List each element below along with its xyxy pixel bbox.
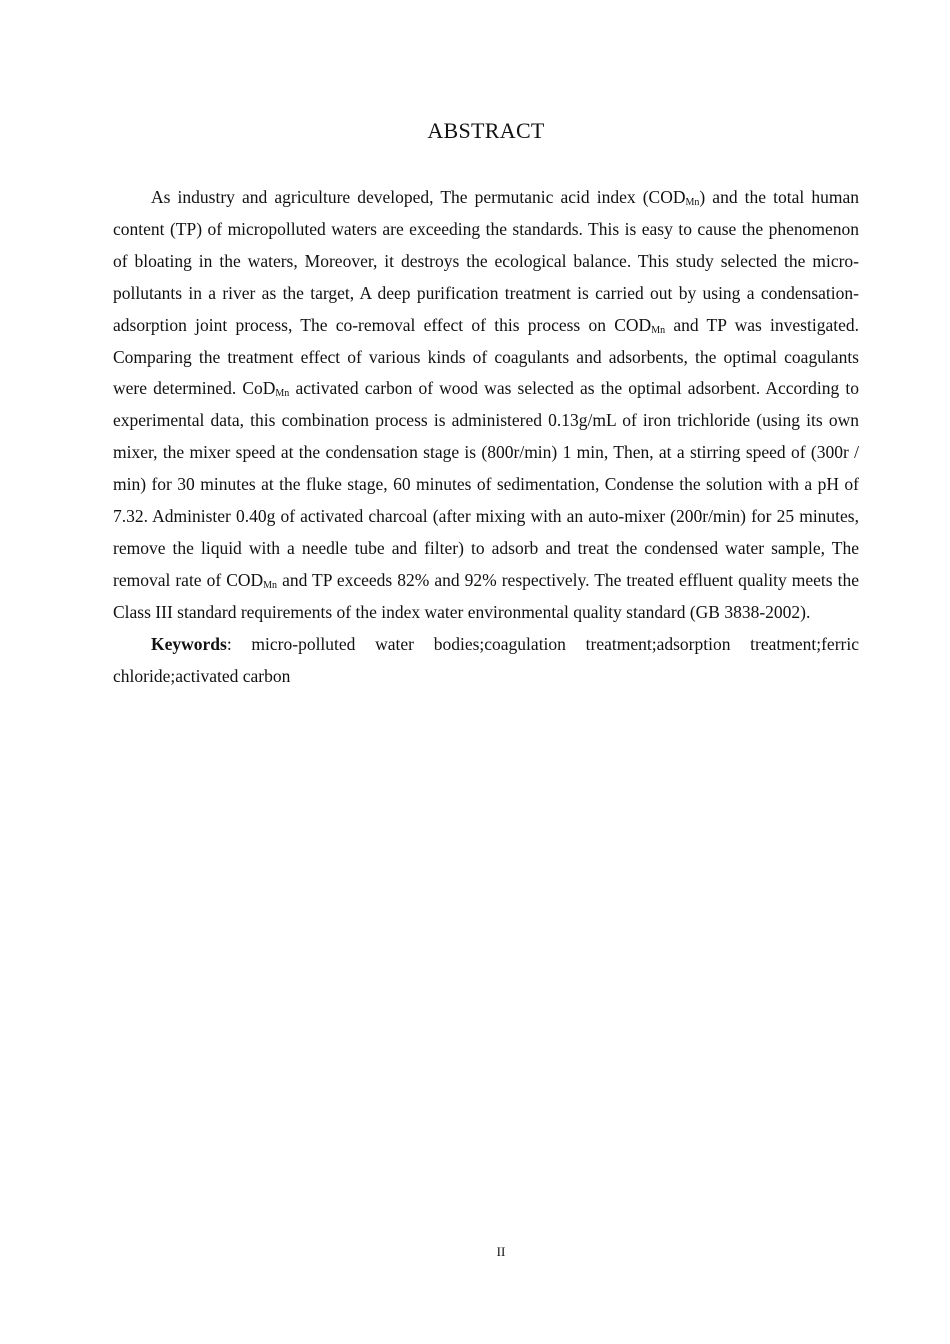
abstract-text-5: and TP exceeds 82% and 92% respectively. The treated effluent quality meets the Class III standard requirements of the index water environmental quality standard (GB 3838-2002).: [113, 569, 860, 622]
subscript-mn: Mn: [275, 388, 290, 400]
abstract-text-2: ) and the total human content (TP) of micropolluted waters are exceeding the standards. This is easy to cause the phenomenon of bloating in the waters, Moreover, it destroys the ecological balance. This study selected the micro-pollutants in a river as the target, A deep purification treatment is carried out by using a condensation-adsorption joint process, The co-removal effect of this process on COD: [113, 187, 859, 335]
abstract-title: ABSTRACT: [427, 118, 545, 143]
abstract-text-3: and TP was investigated. Comparing the treatment effect of various kinds of coagulants and adsorbents, the optimal coagulants were determined. CoD: [113, 314, 859, 399]
keywords-paragraph: [113, 629, 859, 693]
abstract-text-4: activated carbon of wood was selected as the optimal adsorbent. According to experimental data, this combination process is administered 0.13g/mL of iron trichloride (using its own mixer, the mixer speed at the condensation stage is (800r/min) 1 min, Then, at a stirring speed of (300r / min) for 30 minutes at the fluke stage, 60 minutes of sedimentation, Condense the solution with a pH of 7.32. Administer 0.40g of activated charcoal (after mixing with an auto-mixer (200r/min) for 25 minutes, remove the liquid with a needle tube and filter) to adsorb and treat the condensed water sample, The removal rate of COD: [113, 378, 859, 590]
abstract-body: [113, 182, 859, 693]
subscript-mn: Mn: [685, 197, 700, 208]
subscript-mn: Mn: [651, 324, 666, 336]
keywords-label: Keywords: [151, 633, 227, 654]
keywords-separator: :: [226, 633, 232, 654]
subscript-mn: Mn: [263, 579, 278, 591]
abstract-text-1: As industry and agriculture developed, The permutanic acid index (COD: [151, 187, 686, 207]
abstract-paragraph: [113, 182, 859, 629]
keywords-text: micro-polluted water bodies;coagulation treatment;adsorption treatment;ferric chloride;activated carbon: [113, 633, 859, 686]
page-number: II: [496, 1244, 506, 1259]
